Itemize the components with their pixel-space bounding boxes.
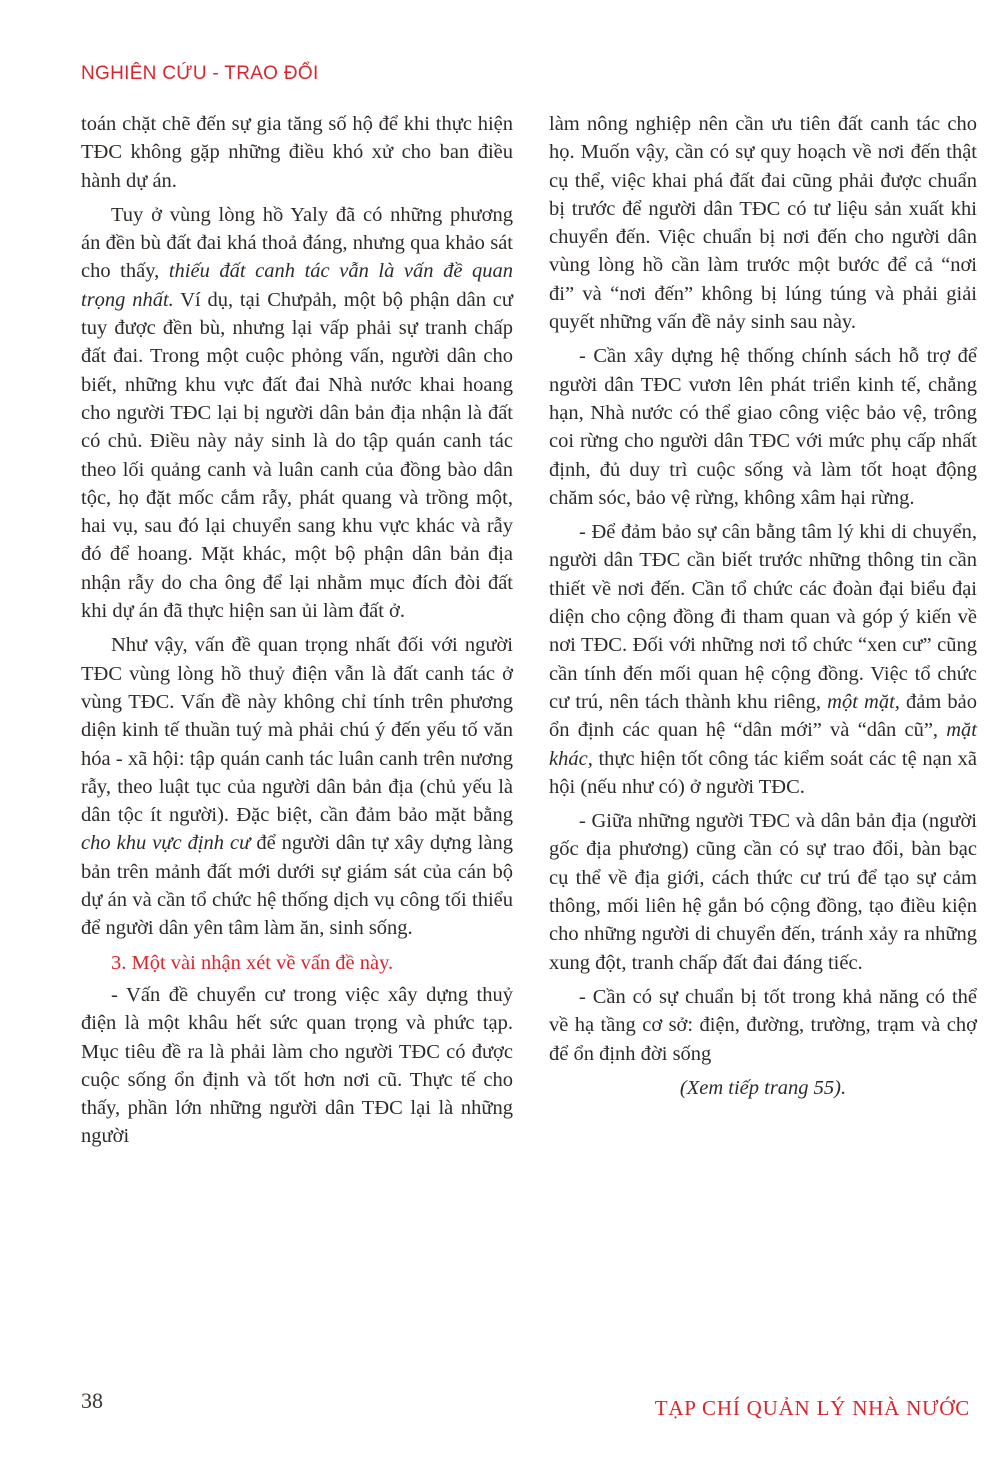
paragraph: toán chặt chẽ đến sự gia tăng số hộ để khi thực hiện TĐC không gặp những điều khó xử cho ban điều hành dự án. bbox=[81, 113, 513, 192]
text-run: Tuy ở vùng lòng hồ Yaly đã có những phương án đền bù đất đai khá thoả đáng, nhưng qua khảo sát cho thấy, bbox=[81, 203, 513, 283]
italic-text: cho khu vực định cư bbox=[81, 832, 251, 855]
italic-text: một mặt, bbox=[827, 690, 900, 713]
paragraph bbox=[549, 518, 977, 801]
paragraph: - Cần có sự chuẩn bị tốt trong khả năng có thể về hạ tầng cơ sở: điện, đường, trường, trạm và chợ để ổn định đời sống bbox=[549, 985, 977, 1065]
paragraph bbox=[81, 631, 513, 942]
paragraph: - Cần xây dựng hệ thống chính sách hỗ trợ để người dân TĐC vươn lên phát triển kinh tế, chẳng hạn, Nhà nước có thể giao công việc bảo vệ, trông coi rừng cho người dân TĐC với mức phụ cấp nhất định, đủ duy trì cuộc sống và làm tốt hoạt động chăm sóc, bảo vệ rừng, không xâm hại rừng. bbox=[549, 345, 977, 509]
text-run: Như vậy, vấn đề quan trọng nhất đối với người TĐC vùng lòng hồ thuỷ điện vẫn là đất canh tác ở vùng TĐC. Vấn đề này không chỉ tính trên phương diện kinh tế thuần tuý mà phải chú ý đến yếu tố văn hóa - xã hội: tập quán canh tác luân canh trên nương rẫy, theo luật tục của người dân bản địa (chủ yếu là dân tộc ít người). Đặc biệt, cần đảm bảo mặt bằng bbox=[81, 634, 513, 827]
continued-note: (Xem tiếp trang 55). bbox=[679, 1076, 847, 1099]
section-heading: 3. Một vài nhận xét về vấn đề này. bbox=[111, 951, 394, 974]
italic-text: mặt khác, bbox=[549, 719, 977, 770]
left-column bbox=[81, 110, 513, 1157]
right-column bbox=[549, 110, 977, 1108]
text-run: để người dân tự xây dựng làng bản trên mảnh đất mới dưới sự giám sát của cán bộ dự án và cần tổ chức hệ thống dịch vụ công tối thiểu để người dân yên tâm làm ăn, sinh sống. bbox=[81, 832, 514, 940]
text-run: thực hiện tốt công tác kiểm soát các tệ nạn xã hội (nếu như có) ở người TĐC. bbox=[549, 747, 977, 798]
paragraph: - Giữa những người TĐC và dân bản địa (người gốc địa phương) cũng cần có sự trao đổi, bàn bạc cụ thể về địa giới, cách thức cư trú để tạo sự cảm thông, mối liên hệ gắn bó cộng đồng, tạo điều kiện cho những người di chuyển đến, tránh xảy ra những xung đột, tranh chấp đất đai đáng tiếc. bbox=[549, 810, 977, 974]
italic-text: thiếu đất canh tác vẫn là vấn đề quan trọng nhất. bbox=[81, 260, 514, 311]
text-run: Ví dụ, tại Chưpảh, một bộ phận dân cư tuy được đền bù, nhưng lại vấp phải sự tranh chấp đất đai. Trong một cuộc phỏng vấn, người dân cho biết, những khu vực đất đai Nhà nước khai hoang cho người TĐC lại bị người dân bản địa nhận là đất có chủ. Điều này nảy sinh là do tập quán canh tác theo lối quảng canh và luân canh của đồng bào dân tộc, họ đặt mốc cắm rẫy, phát quang và trồng một, hai vụ, sau đó lại chuyển sang khu vực khác và rẫy đó để hoang. Mặt khác, một bộ phận dân bản địa nhận rẫy do cha ông để lại nhằm mục đích đòi đất khi dự án đã thực hiện san ủi làm đất ở. bbox=[81, 288, 513, 623]
section-header: NGHIÊN CỨU - TRAO ĐỔI bbox=[81, 63, 319, 84]
page-number: 38 bbox=[81, 1388, 103, 1413]
text-run: - Để đảm bảo sự cân bằng tâm lý khi di chuyển, người dân TĐC cần biết trước những thông tin cần thiết về nơi đến. Cần tổ chức các đoàn đại biểu đại diện cho cộng đồng đi tham quan và góp ý kiến về nơi TĐC. Đối với những nơi tổ chức “xen cư” cũng cần tính đến mối quan hệ cộng đồng. Việc tổ chức cư trú, nên tách thành khu riêng, bbox=[549, 521, 977, 713]
journal-title: TẠP CHÍ QUẢN LÝ NHÀ NƯỚC bbox=[654, 1396, 970, 1420]
paragraph bbox=[81, 201, 513, 625]
text-run: đảm bảo ổn định các quan hệ “dân mới” và “dân cũ”, bbox=[549, 690, 977, 742]
paragraph: làm nông nghiệp nên cần ưu tiên đất canh tác cho họ. Muốn vậy, cần có sự quy hoạch về nơi đến thật cụ thể, việc khai phá đất đai cũng phải được chuẩn bị trước để người dân TĐC có tư liệu sản xuất khi chuyển đến. Việc chuẩn bị nơi đến cho người dân vùng lòng hồ cần làm trước một bước để cả “nơi đi” và “nơi đến” không bị lúng túng và phải giải quyết những vấn đề nảy sinh sau này. bbox=[549, 113, 977, 334]
paragraph: - Vấn đề chuyển cư trong việc xây dựng thuỷ điện là một khâu hết sức quan trọng và phức tạp. Mục tiêu đề ra là phải làm cho người TĐC có được cuộc sống ổn định và tốt hơn nơi cũ. Thực tế cho thấy, phần lớn những người dân TĐC lại là những người bbox=[81, 983, 513, 1148]
